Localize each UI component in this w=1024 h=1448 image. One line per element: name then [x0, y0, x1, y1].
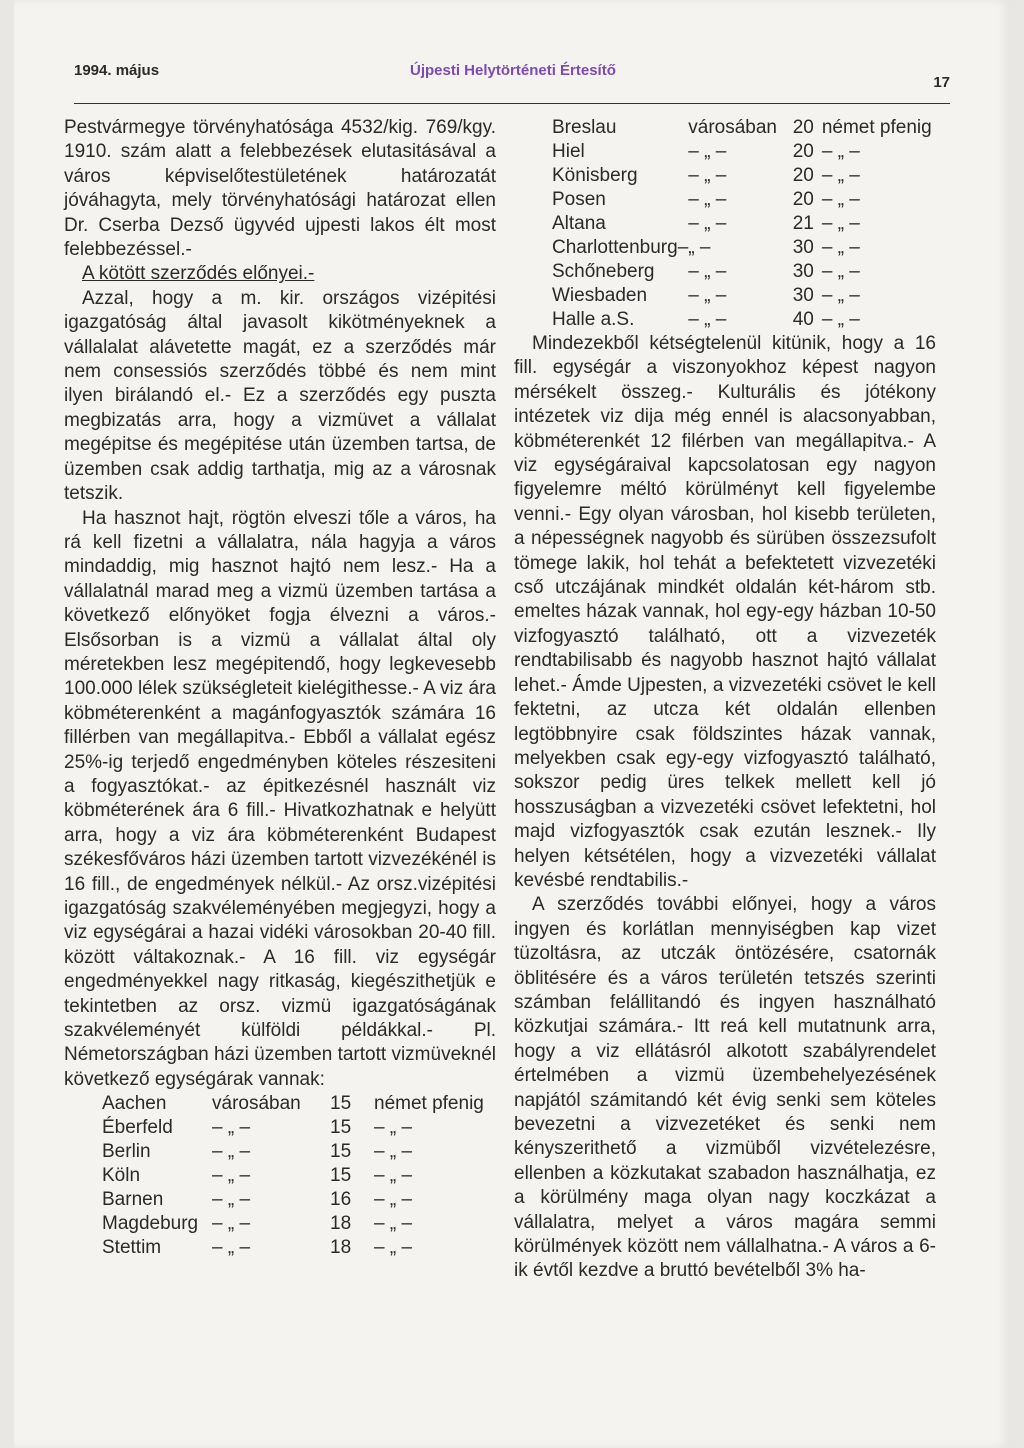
- price-cell: 30: [792, 285, 814, 306]
- section-heading: A kötött szerződés előnyei.-: [82, 263, 315, 285]
- price-cell: 20: [792, 165, 814, 186]
- city-cell: Könisberg: [552, 165, 638, 186]
- table-row: [102, 1236, 494, 1260]
- unit-cell: – „ –: [374, 1117, 413, 1139]
- ditto-cell: „ –: [688, 237, 711, 258]
- ditto-cell: – „ –: [688, 285, 727, 306]
- ditto-cell: – „ –: [212, 1237, 251, 1259]
- unit-cell: német pfenig: [374, 1093, 484, 1115]
- city-cell: Wiesbaden: [552, 285, 648, 306]
- unit-cell: – „ –: [821, 261, 860, 282]
- right-column: [514, 116, 936, 1284]
- left-column: [64, 116, 496, 1260]
- ditto-cell: – „ –: [212, 1165, 251, 1187]
- price-table-right: [552, 116, 936, 332]
- ditto-cell: – „ –: [688, 141, 727, 162]
- ditto-cell: – „ –: [212, 1141, 251, 1163]
- header-rule: [74, 103, 950, 104]
- ditto-cell: városában: [688, 117, 777, 138]
- price-cell: 20: [792, 117, 814, 138]
- ditto-cell: – „ –: [688, 309, 727, 330]
- city-cell: Barnen: [102, 1189, 164, 1211]
- unit-cell: – „ –: [821, 189, 860, 210]
- city-cell: Schőneberg: [552, 261, 655, 282]
- ditto-cell: – „ –: [688, 165, 727, 186]
- paragraph: Ha hasznot hajt, rögtön elveszi tőle a város, ha rá kell fizetni a vállalatra, nála hagyja a város mindaddig, mig hasznot hajtó nem lesz.- Ha a vállalatnál marad meg a vizmü üzemben tartása a következő előnyöket fogja élvezni a város.- Elsősorban is a vizmü a vállalat által oly méretekben lesz megépitendő, hogy legkevesebb 100.000 lélek szükségleteit kielégithesse.- A viz ára köbméterenként a magánfogyasztók számára 16 fillérben van megállapitva.- Ebből a vállalat egész 25%-ig terjedő engedményben köteles részesiteni a fogyasztókat.- az épitkezésnél használt viz köbméterének ára 6 fill.- Hivatkozhatnak e helyütt arra, hogy a viz ára köbméterenként Budapest székesfőváros házi üzemben tartott vizvezékénél is 16 fill., de engedmények nélkül.- Az orsz.vizépitési igazgatóság szakvéleményében megjegyzi, hogy a viz egységárai a hazai vidéki városokban 20-40 fill. között váltakoznak.- A 16 fill. viz egységár engedményekkel nagy ritkaság, kiegészithetjük e tekintetben az orsz. vizmü igazgatóságának szakvéleményét külföldi példákkal.- Pl. Németországban házi üzemben tartott vizmüveknél következő egységárak vannak:: [64, 507, 496, 1090]
- city-cell: Aachen: [102, 1093, 167, 1115]
- table-row: [552, 260, 936, 284]
- table-row: [102, 1164, 494, 1188]
- price-cell: 15: [330, 1093, 352, 1115]
- ditto-cell: – „ –: [688, 213, 727, 234]
- price-cell: 18: [330, 1237, 352, 1259]
- table-row: [102, 1116, 494, 1140]
- price-cell: 20: [792, 189, 814, 210]
- table-row: [552, 212, 936, 236]
- table-row: [552, 188, 936, 212]
- city-cell: Halle a.S.: [552, 309, 635, 330]
- price-cell: 15: [330, 1141, 352, 1163]
- table-row: [102, 1140, 494, 1164]
- unit-cell: – „ –: [821, 165, 860, 186]
- price-cell: 20: [792, 141, 814, 162]
- city-cell: Berlin: [102, 1141, 151, 1163]
- city-cell: Hiel: [552, 141, 585, 162]
- ditto-cell: – „ –: [688, 261, 727, 282]
- price-cell: 21: [792, 213, 814, 234]
- unit-cell: – „ –: [374, 1189, 413, 1211]
- price-table-left: [102, 1092, 496, 1260]
- city-cell: Köln: [102, 1165, 141, 1187]
- price-cell: 30: [792, 237, 814, 258]
- city-cell: Breslau: [552, 117, 617, 138]
- table-row: [102, 1188, 494, 1212]
- ditto-cell: – „ –: [212, 1213, 251, 1235]
- table-row: [552, 236, 936, 260]
- table-row: [552, 140, 936, 164]
- unit-cell: – „ –: [821, 309, 860, 330]
- price-cell: 15: [330, 1165, 352, 1187]
- city-cell: Stettim: [102, 1237, 162, 1259]
- price-cell: 40: [792, 309, 814, 330]
- unit-cell: – „ –: [821, 237, 860, 258]
- table-row: [102, 1212, 494, 1236]
- issue-date: 1994. május: [74, 62, 160, 79]
- unit-cell: – „ –: [821, 141, 860, 162]
- table-row: [102, 1092, 494, 1116]
- paragraph: Pestvármegye törvényhatósága 4532/kig. 769/kgy. 1910. szám alatt a felebbezések elutasitásával a város képviselőtestületének határozatát jóváhagyta, mely törvényhatósági határozat ellen Dr. Cserba Dezső ügyvéd ujpesti lakos élt most felebbezéssel.-: [64, 117, 496, 261]
- unit-cell: német pfenig: [821, 117, 932, 138]
- city-cell: Magdeburg: [102, 1213, 199, 1235]
- unit-cell: – „ –: [821, 213, 860, 234]
- table-row: [552, 284, 936, 308]
- page-header: [74, 62, 950, 90]
- unit-cell: – „ –: [374, 1213, 413, 1235]
- unit-cell: – „ –: [821, 285, 860, 306]
- city-cell: Charlottenburg–: [552, 237, 689, 258]
- unit-cell: – „ –: [374, 1165, 413, 1187]
- unit-cell: – „ –: [374, 1237, 413, 1259]
- table-row: [552, 308, 936, 332]
- price-cell: 18: [330, 1213, 352, 1235]
- journal-title: Újpesti Helytörténeti Értesítő: [410, 62, 616, 79]
- price-cell: 16: [330, 1189, 352, 1211]
- table-row: [552, 164, 936, 188]
- ditto-cell: városában: [212, 1093, 301, 1115]
- city-cell: Éberfeld: [102, 1117, 173, 1139]
- paragraph: Azzal, hogy a m. kir. országos vizépitési igazgatóság által javasolt kikötményeknek a vállalalat alávetette magát, ez a szerződés már nem consessiós szerződés többé és nem mint ilyen birálandó el.- Ez a szerződés egy puszta megbizatás arra, hogy a vizmüvet a vállalat megépitse és megépitése után üzemben tartsa, de üzemben csak addig tarthatja, mig az a városnak tetszik.: [64, 287, 496, 505]
- paragraph: Mindezekből kétségtelenül kitünik, hogy a 16 fill. egységár a viszonyokhoz képest nagyon mérsékelt összeg.- Kulturális és jótékony intézetek viz dija még ennél is alacsonyabban, köbméterenkét 12 filérben van megállapitva.- A viz egységáraival kapcsolatosan egy nagyon figyelemre méltó körülményt kell figyelembe venni.- Egy olyan városban, hol kisebb területen, a népességnek nagyobb és sürüben összezsufolt tömege lakik, hol tehát a befektetett vizvezetéki cső utczájának mindkét oldalán két-három stb. emeltes házak vannak, hol egy-egy házban 10-50 vizfogyasztó található, ott a vizvezeték rendtabilisabb és nagyobb hasznot hajtó vállalat lehet.- Ámde Ujpesten, a vizvezetéki csövet le kell fektetni, az utcza két oldalán ellenben legtöbbnyire csak földszintes házak vannak, melyekben csak egy-egy vizfogyasztó található, sokszor pedig üres telkek mellett kell jó hosszuságban a vizvezetéki csövet lefektetni, hol majd vizfogyasztók csak ezután lesznek.- Ily helyen kétsétélen, hogy a vizvezetéki vállalat kevésbé rendtabilis.-: [514, 333, 936, 891]
- price-cell: 15: [330, 1117, 352, 1139]
- city-cell: Posen: [552, 189, 606, 210]
- ditto-cell: – „ –: [212, 1189, 251, 1211]
- document-page: [14, 0, 1010, 1448]
- ditto-cell: – „ –: [212, 1117, 251, 1139]
- ditto-cell: – „ –: [688, 189, 727, 210]
- price-cell: 30: [792, 261, 814, 282]
- table-row: [552, 116, 936, 140]
- city-cell: Altana: [552, 213, 606, 234]
- paragraph: A szerződés további előnyei, hogy a város ingyen és korlátlan mennyiségben kap vizet tüzoltásra, az utczák öntözésére, csatornák öblitésére és a város területén tetszés szerinti számban felállitandó és ingyen használható közkutjai számára.- Itt reá kell mutatnunk arra, hogy a viz ellátásról alkotott szabályrendelet értelmében a vizmü üzembehelyezésének napjától számitandó két évig senki sem köteles bevezetni a vizvezetéket és senki nem kényszerithető a vizmüből vizvételezésre, ellenben a közkutakat szabadon használhatja, ez a körülmény maga olyan nagy koczkázat a vállalatra, melyet a város magára semmi körülmények között nem vállalhatna.- A város a 6-ik évtől kezdve a bruttó bevételből 3% ha-: [514, 894, 936, 1282]
- page-number: 17: [933, 74, 950, 91]
- unit-cell: – „ –: [374, 1141, 413, 1163]
